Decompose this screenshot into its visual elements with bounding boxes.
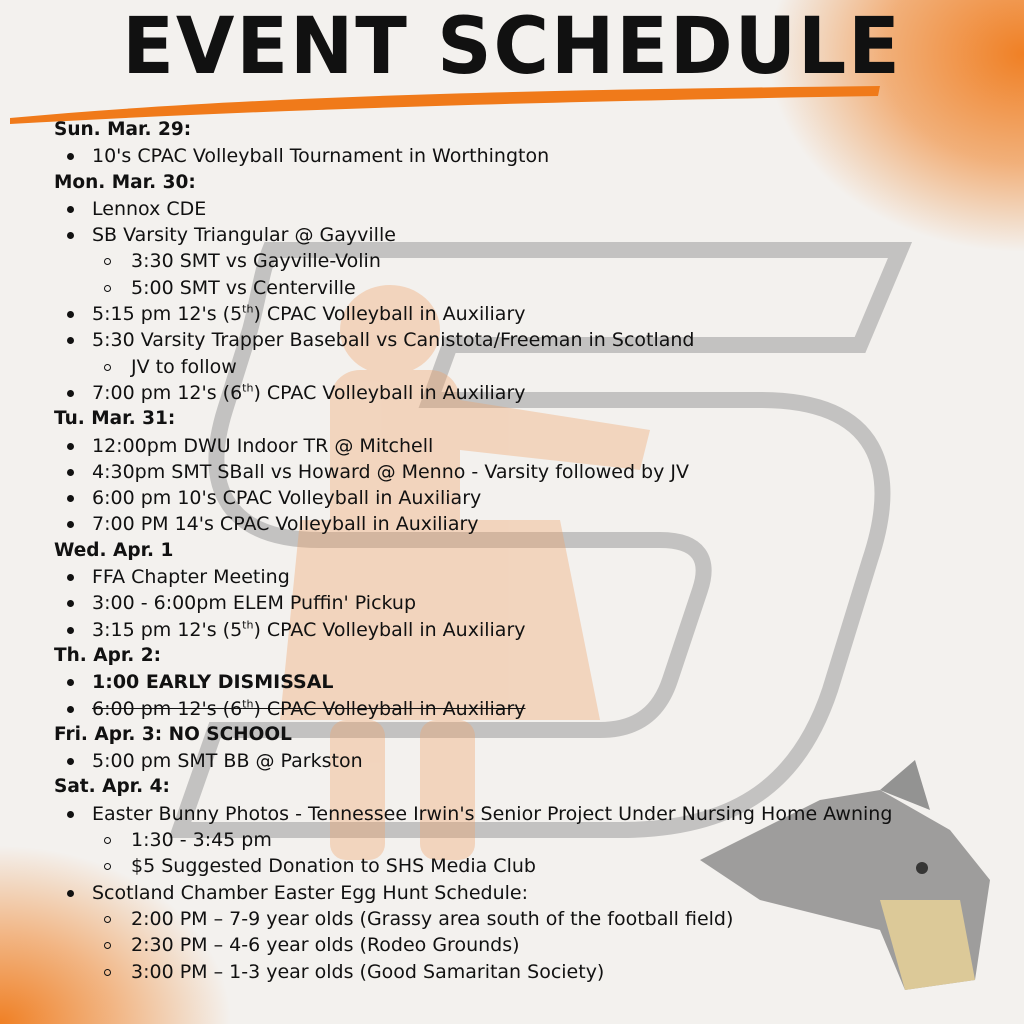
event-text: 5:30 Varsity Trapper Baseball vs Canistota/Freeman in Scotland [92, 329, 695, 352]
event-item [54, 222, 1014, 248]
bullet-icon [67, 380, 75, 406]
bullet-icon [67, 564, 75, 590]
day-heading: Sun. Mar. 29: [54, 119, 192, 140]
bullet-icon [67, 301, 75, 327]
bullet-icon [67, 617, 75, 643]
event-text: 5:00 pm SMT BB @ Parkston [92, 750, 363, 773]
sub-event-item [54, 932, 1014, 958]
event-text: SB Varsity Triangular @ Gayville [92, 224, 396, 247]
event-text: 5:00 SMT vs Centerville [131, 276, 356, 299]
event-item [54, 748, 1014, 774]
event-text: Scotland Chamber Easter Egg Hunt Schedule: [92, 881, 528, 904]
ordinal-superscript: th [242, 697, 254, 711]
bullet-icon [67, 880, 75, 906]
event-text: $5 Suggested Donation to SHS Media Club [131, 855, 536, 878]
event-text: 6:00 pm 10's CPAC Volleyball in Auxiliary [92, 487, 482, 510]
bullet-icon [67, 196, 75, 222]
event-item [54, 380, 1014, 406]
bullet-icon [67, 669, 75, 695]
day-heading: Mon. Mar. 30: [54, 171, 196, 193]
event-item [54, 801, 1014, 827]
event-text: 10's CPAC Volleyball Tournament in Worthington [92, 145, 550, 168]
event-item [54, 696, 1014, 722]
hollow-bullet-icon [104, 853, 112, 879]
ordinal-superscript: th [242, 618, 254, 632]
hollow-bullet-icon [104, 959, 112, 985]
event-text-part: 5:15 pm 12's (5 [92, 303, 243, 326]
bullet-icon [67, 590, 75, 616]
sub-event-item [54, 827, 1014, 853]
bullet-icon [67, 433, 75, 459]
event-item [54, 459, 1014, 485]
bullet-icon [67, 143, 75, 169]
page-title: EVENT SCHEDULE [122, 2, 902, 92]
sub-event-item [54, 354, 1014, 380]
hollow-bullet-icon [104, 275, 112, 301]
schedule-list [54, 117, 1014, 985]
event-text: 2:00 PM – 7-9 year olds (Grassy area south of the football field) [131, 907, 734, 930]
hollow-bullet-icon [104, 827, 112, 853]
event-text [92, 619, 526, 641]
day-heading: Fri. Apr. 3: NO SCHOOL [54, 723, 292, 745]
event-text: Easter Bunny Photos - Tennessee Irwin's Senior Project Under Nursing Home Awning [92, 802, 893, 825]
event-text: 2:30 PM – 4-6 year olds (Rodeo Grounds) [131, 934, 520, 957]
event-item [54, 511, 1014, 537]
event-text [92, 303, 526, 325]
day-heading: Wed. Apr. 1 [54, 539, 174, 561]
hollow-bullet-icon [104, 248, 112, 274]
sub-event-item [54, 248, 1014, 274]
event-text: 3:00 - 6:00pm ELEM Puffin' Pickup [92, 592, 417, 615]
event-text-part: ) CPAC Volleyball in Auxiliary [253, 303, 526, 326]
day-heading: Sat. Apr. 4: [54, 776, 170, 798]
hollow-bullet-icon [104, 906, 112, 932]
bullet-icon [67, 511, 75, 537]
ordinal-superscript: th [242, 302, 254, 316]
event-text-part: ) CPAC Volleyball in Auxiliary [253, 618, 526, 641]
bullet-icon [67, 459, 75, 485]
event-text: 12:00pm DWU Indoor TR @ Mitchell [92, 434, 434, 457]
event-text: Lennox CDE [92, 197, 207, 220]
event-text-part: 7:00 pm 12's (6 [92, 381, 243, 404]
ordinal-superscript: th [242, 381, 254, 395]
event-item [54, 301, 1014, 327]
sub-event-item [54, 853, 1014, 879]
hollow-bullet-icon [104, 354, 112, 380]
sub-event-item [54, 959, 1014, 985]
event-text-part: ) CPAC Volleyball in Auxiliary [253, 381, 526, 404]
event-text-part: 6:00 pm 12's (6 [92, 697, 243, 720]
sub-event-item [54, 906, 1014, 932]
event-text: 4:30pm SMT SBall vs Howard @ Menno - Varsity followed by JV [92, 460, 689, 483]
bullet-icon [67, 748, 75, 774]
bullet-icon [67, 327, 75, 353]
hollow-bullet-icon [104, 932, 112, 958]
event-text: 7:00 PM 14's CPAC Volleyball in Auxiliary [92, 513, 479, 536]
event-text [92, 698, 526, 720]
event-text: 1:30 - 3:45 pm [131, 829, 272, 852]
event-text-part: 3:15 pm 12's (5 [92, 618, 243, 641]
event-text: JV to follow [131, 355, 237, 378]
day-heading: Tu. Mar. 31: [54, 408, 176, 430]
event-item [54, 327, 1014, 353]
event-item [54, 143, 1014, 169]
event-item [54, 564, 1014, 590]
event-item [54, 880, 1014, 906]
event-text: FFA Chapter Meeting [92, 566, 290, 589]
event-item [54, 590, 1014, 616]
event-text [92, 382, 526, 404]
bullet-icon [67, 696, 75, 722]
event-item [54, 433, 1014, 459]
event-item [54, 669, 1014, 695]
event-item [54, 617, 1014, 643]
bullet-icon [67, 222, 75, 248]
sub-event-item [54, 275, 1014, 301]
event-item [54, 485, 1014, 511]
event-text: 3:30 SMT vs Gayville-Volin [131, 250, 381, 273]
bullet-icon [67, 485, 75, 511]
event-item [54, 196, 1014, 222]
event-text: 1:00 EARLY DISMISSAL [92, 671, 334, 694]
day-heading: Th. Apr. 2: [54, 644, 162, 666]
event-text-part: ) CPAC Volleyball in Auxiliary [253, 697, 526, 720]
event-text: 3:00 PM – 1-3 year olds (Good Samaritan Society) [131, 960, 605, 983]
bullet-icon [67, 801, 75, 827]
